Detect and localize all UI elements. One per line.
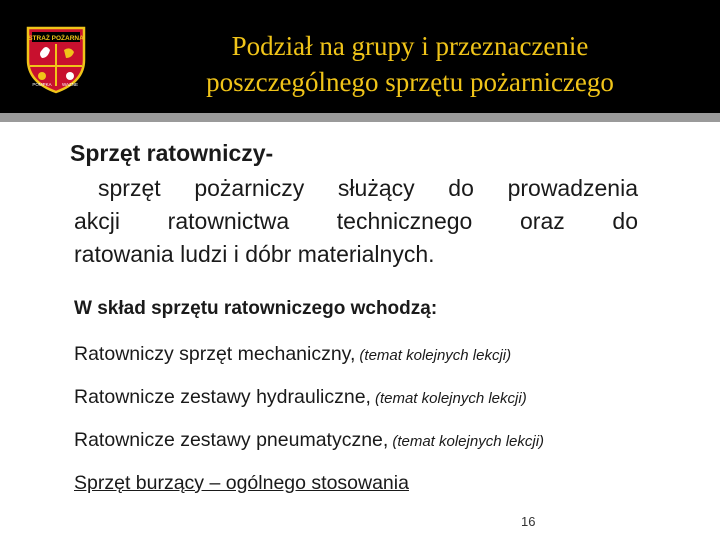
list-item-link[interactable] [74, 472, 409, 495]
list-item-note: (temat kolejnych lekcji) [374, 390, 527, 407]
list-item-text: Ratowniczy sprzęt mechaniczny, [74, 343, 356, 365]
list-item [74, 386, 527, 409]
definition-line-3: ratowania ludzi i dóbr materialnych. [74, 241, 435, 267]
slide-header [0, 0, 720, 113]
list-item-note: (temat kolejnych lekcji) [359, 347, 512, 364]
list-item-note: (temat kolejnych lekcji) [392, 433, 545, 450]
slide-title [120, 28, 700, 100]
definition-heading: Sprzęt ratowniczy- [70, 140, 274, 166]
list-item [74, 343, 511, 366]
logo-bottom-right-text: WAZNE [61, 82, 79, 87]
logo-top-text: STRAŻ POŻARNA [28, 35, 84, 42]
equipment-list-heading: W skład sprzętu ratowniczego wchodzą: [74, 298, 438, 319]
list-item [74, 429, 544, 452]
page-number: 16 [521, 514, 536, 529]
list-item-text: Ratownicze zestawy hydrauliczne, [74, 386, 371, 408]
header-divider-strip [0, 113, 720, 122]
definition-line-1: sprzęt pożarniczy służący do prowadzenia [98, 175, 638, 201]
slide-title-line-2: poszczególnego sprzętu pożarniczego [206, 67, 614, 97]
fire-brigade-emblem-icon [18, 20, 94, 96]
definition-line-2: akcji ratownictwa technicznego oraz do [74, 208, 638, 234]
definition-paragraph [74, 172, 638, 271]
slide-title-line-1: Podział na grupy i przeznaczenie [231, 31, 589, 61]
list-item-text: Ratownicze zestawy pneumatyczne, [74, 429, 389, 451]
list-item-text: Sprzęt burzący – ogólnego stosowania [74, 472, 409, 494]
logo-bottom-left-text: POMPKA [32, 82, 52, 87]
